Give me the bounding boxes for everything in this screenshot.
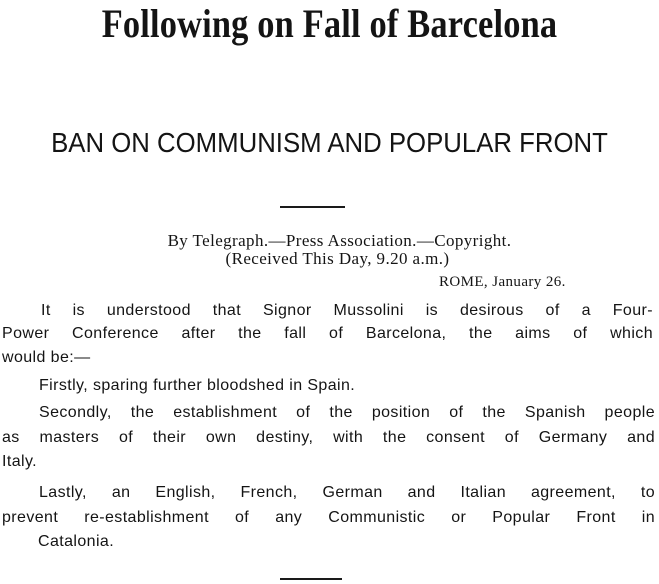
paragraph-1-line-1: It is understood that Signor Mussolini is desirous of a Four-	[41, 302, 653, 319]
divider-rule	[280, 206, 345, 208]
dateline: ROME, January 26.	[439, 274, 566, 290]
byline: By Telegraph.—Press Association.—Copyright.	[167, 231, 512, 250]
paragraph-4-line-1: Lastly, an English, French, German and Italian agreement, to	[39, 484, 655, 501]
paragraph-4-line-2: prevent re-establishment of any Communistic or Popular Front in	[2, 509, 655, 526]
paragraph-1-line-2: Power Conference after the fall of Barcelona, the aims of which	[2, 325, 653, 342]
received-time: (Received This Day, 9.20 a.m.)	[225, 249, 450, 268]
paragraph-3-line-3: Italy.	[2, 453, 38, 470]
paragraph-3-line-2: as masters of their own destiny, with the consent of Germany and	[2, 429, 655, 446]
paragraph-1-line-3: would be:—	[2, 349, 91, 366]
subheadline: BAN ON COMMUNISM AND POPULAR FRONT	[51, 127, 608, 158]
paragraph-3-line-1: Secondly, the establishment of the position of the Spanish people	[39, 404, 655, 421]
headline: Following on Fall of Barcelona	[101, 1, 558, 46]
paragraph-2-line-1: Firstly, sparing further bloodshed in Spain.	[39, 377, 356, 394]
paragraph-4-line-3: Catalonia.	[38, 533, 115, 550]
divider-rule-bottom	[280, 578, 342, 580]
